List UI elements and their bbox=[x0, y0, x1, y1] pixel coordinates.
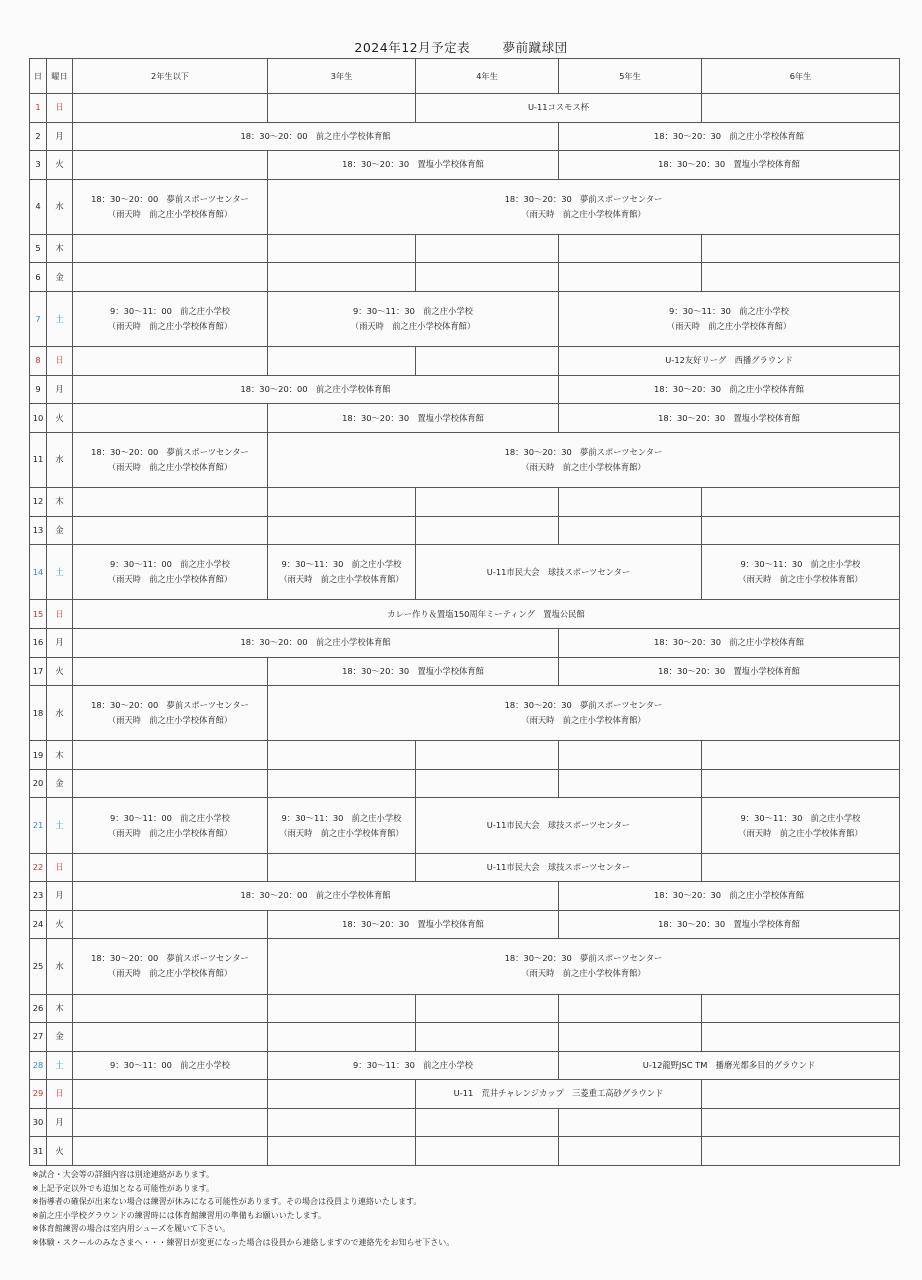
event-cell bbox=[416, 798, 702, 853]
event-cell bbox=[73, 432, 268, 487]
empty-cell bbox=[702, 1080, 900, 1109]
event-cell bbox=[702, 798, 900, 853]
event-cell bbox=[268, 1051, 559, 1080]
weekday-cell: 火 bbox=[47, 1137, 73, 1166]
event-text: U-11 荒井チャレンジカップ 三菱重工高砂グラウンド bbox=[453, 1088, 664, 1099]
empty-cell bbox=[702, 741, 900, 770]
empty-cell bbox=[416, 347, 559, 376]
empty-cell bbox=[702, 853, 900, 882]
event-cell bbox=[268, 798, 416, 853]
empty-cell bbox=[416, 488, 559, 517]
event-cell bbox=[73, 686, 268, 741]
event-cell bbox=[73, 939, 268, 994]
empty-cell bbox=[73, 404, 268, 433]
table-row bbox=[30, 234, 900, 263]
table-row bbox=[30, 600, 900, 629]
table-row bbox=[30, 347, 900, 376]
empty-cell bbox=[73, 347, 268, 376]
empty-cell bbox=[416, 263, 559, 292]
empty-cell bbox=[702, 1137, 900, 1166]
empty-cell bbox=[702, 1023, 900, 1052]
empty-cell bbox=[416, 1108, 559, 1137]
table-row bbox=[30, 798, 900, 853]
event-text: 9：30〜11：00 前之庄小学校 bbox=[110, 559, 230, 570]
table-row bbox=[30, 545, 900, 600]
day-cell: 7 bbox=[30, 291, 47, 346]
empty-cell bbox=[416, 516, 559, 545]
weekday-cell: 土 bbox=[47, 291, 73, 346]
empty-cell bbox=[268, 234, 416, 263]
event-text: 9：30〜11：00 前之庄小学校 bbox=[110, 306, 230, 317]
event-text: 18：30〜20：30 置塩小学校体育館 bbox=[342, 412, 484, 423]
event-cell bbox=[73, 628, 559, 657]
day-cell: 2 bbox=[30, 122, 47, 151]
event-subtext: （雨天時 前之庄小学校体育館） bbox=[666, 321, 792, 332]
event-text: U-12友好リーグ 西播グラウンド bbox=[665, 355, 793, 366]
day-cell: 3 bbox=[30, 151, 47, 180]
event-cell bbox=[268, 404, 559, 433]
empty-cell bbox=[73, 151, 268, 180]
event-cell bbox=[559, 1051, 900, 1080]
empty-cell bbox=[559, 1137, 702, 1166]
event-cell bbox=[559, 628, 900, 657]
event-subtext: （雨天時 前之庄小学校体育館） bbox=[521, 461, 646, 472]
event-text: 18：30〜20：00 前之庄小学校体育館 bbox=[240, 130, 391, 141]
weekday-cell: 水 bbox=[47, 179, 73, 234]
event-text: 18：30〜20：00 前之庄小学校体育館 bbox=[240, 384, 391, 395]
empty-cell bbox=[268, 853, 416, 882]
event-text: 9：30〜11：30 前之庄小学校 bbox=[740, 812, 861, 823]
empty-cell bbox=[73, 741, 268, 770]
event-text: 18：30〜20：30 夢前スポーツセンター bbox=[504, 446, 663, 457]
event-text: 18：30〜20：30 置塩小学校体育館 bbox=[658, 918, 800, 929]
event-cell bbox=[559, 657, 900, 686]
day-cell: 29 bbox=[30, 1080, 47, 1109]
day-cell: 22 bbox=[30, 853, 47, 882]
weekday-cell: 木 bbox=[47, 994, 73, 1023]
event-text: 9：30〜11：30 前之庄小学校 bbox=[669, 306, 789, 317]
notes-section bbox=[32, 1168, 902, 1250]
event-text: 18：30〜20：30 夢前スポーツセンター bbox=[504, 193, 663, 204]
table-row bbox=[30, 882, 900, 911]
weekday-cell: 月 bbox=[47, 122, 73, 151]
event-cell bbox=[559, 122, 900, 151]
empty-cell bbox=[559, 741, 702, 770]
event-text: 18：30〜20：30 前之庄小学校体育館 bbox=[653, 890, 805, 901]
event-cell bbox=[702, 545, 900, 600]
event-text: 18：30〜20：00 夢前スポーツセンター bbox=[91, 700, 249, 711]
event-cell bbox=[73, 798, 268, 853]
event-subtext: （雨天時 前之庄小学校体育館） bbox=[521, 208, 646, 219]
event-cell bbox=[73, 545, 268, 600]
day-cell: 30 bbox=[30, 1108, 47, 1137]
weekday-cell: 月 bbox=[47, 882, 73, 911]
header-grade-2-below: 2年生以下 bbox=[73, 59, 268, 94]
day-cell: 4 bbox=[30, 179, 47, 234]
empty-cell bbox=[268, 1137, 416, 1166]
weekday-cell: 金 bbox=[47, 769, 73, 798]
table-row bbox=[30, 179, 900, 234]
empty-cell bbox=[702, 263, 900, 292]
event-text: 9：30〜11：30 前之庄小学校 bbox=[740, 559, 861, 570]
header-row bbox=[30, 59, 900, 94]
empty-cell bbox=[559, 488, 702, 517]
empty-cell bbox=[73, 263, 268, 292]
event-cell bbox=[559, 291, 900, 346]
day-cell: 19 bbox=[30, 741, 47, 770]
weekday-cell: 日 bbox=[47, 94, 73, 123]
table-row bbox=[30, 657, 900, 686]
note-line: ※指導者の確保が出来ない場合は練習が休みになる可能性があります。その場合は役員より連絡いたします。 bbox=[32, 1197, 422, 1207]
table-row bbox=[30, 686, 900, 741]
table-row bbox=[30, 375, 900, 404]
event-subtext: （雨天時 前之庄小学校体育館） bbox=[107, 321, 233, 332]
event-subtext: （雨天時 前之庄小学校体育館） bbox=[107, 461, 233, 472]
event-cell bbox=[268, 545, 416, 600]
event-cell bbox=[268, 910, 559, 939]
empty-cell bbox=[702, 1108, 900, 1137]
day-cell: 14 bbox=[30, 545, 47, 600]
event-cell bbox=[73, 600, 900, 629]
event-text: 9：30〜11：30 前之庄小学校 bbox=[281, 559, 402, 570]
table-row bbox=[30, 1023, 900, 1052]
empty-cell bbox=[416, 994, 559, 1023]
table-row bbox=[30, 853, 900, 882]
empty-cell bbox=[73, 94, 268, 123]
event-subtext: （雨天時 前之庄小学校体育館） bbox=[279, 827, 404, 838]
event-subtext: （雨天時 前之庄小学校体育館） bbox=[350, 321, 476, 332]
weekday-cell: 火 bbox=[47, 910, 73, 939]
event-subtext: （雨天時 前之庄小学校体育館） bbox=[107, 968, 233, 979]
header-grade-3: 3年生 bbox=[268, 59, 416, 94]
note-line: ※試合・大会等の詳細内容は別途連絡があります。 bbox=[32, 1170, 215, 1179]
weekday-cell: 水 bbox=[47, 686, 73, 741]
event-subtext: （雨天時 前之庄小学校体育館） bbox=[738, 827, 863, 838]
day-cell: 1 bbox=[30, 94, 47, 123]
event-text: U-12龍野JSC TM 播磨光都多目的グラウンド bbox=[642, 1059, 816, 1070]
empty-cell bbox=[416, 1137, 559, 1166]
empty-cell bbox=[416, 1023, 559, 1052]
table-row bbox=[30, 404, 900, 433]
event-text: 18：30〜20：30 置塩小学校体育館 bbox=[658, 412, 800, 423]
event-cell bbox=[73, 882, 559, 911]
day-cell: 27 bbox=[30, 1023, 47, 1052]
empty-cell bbox=[702, 94, 900, 123]
weekday-cell: 木 bbox=[47, 488, 73, 517]
event-cell bbox=[416, 94, 702, 123]
event-cell bbox=[73, 375, 559, 404]
event-text: 18：30〜20：00 夢前スポーツセンター bbox=[91, 953, 249, 964]
empty-cell bbox=[73, 1108, 268, 1137]
event-cell bbox=[73, 122, 559, 151]
weekday-cell: 水 bbox=[47, 939, 73, 994]
empty-cell bbox=[268, 1023, 416, 1052]
day-cell: 8 bbox=[30, 347, 47, 376]
event-text: 18：30〜20：00 前之庄小学校体育館 bbox=[240, 890, 391, 901]
schedule-table bbox=[29, 58, 900, 1166]
event-text: 18：30〜20：30 前之庄小学校体育館 bbox=[653, 384, 805, 395]
day-cell: 16 bbox=[30, 628, 47, 657]
empty-cell bbox=[559, 234, 702, 263]
weekday-cell: 土 bbox=[47, 798, 73, 853]
event-cell bbox=[268, 657, 559, 686]
empty-cell bbox=[268, 94, 416, 123]
day-cell: 18 bbox=[30, 686, 47, 741]
event-subtext: （雨天時 前之庄小学校体育館） bbox=[279, 574, 404, 585]
weekday-cell: 日 bbox=[47, 853, 73, 882]
empty-cell bbox=[559, 1108, 702, 1137]
note-line: ※体験・スクールのみなさまへ・・・練習日が変更になった場合は役員から連絡しますので連絡先をお知らせ下さい。 bbox=[32, 1237, 455, 1247]
weekday-cell: 木 bbox=[47, 234, 73, 263]
event-cell bbox=[268, 151, 559, 180]
event-cell bbox=[559, 151, 900, 180]
event-text: U-11市民大会 球技スポーツセンター bbox=[486, 566, 631, 577]
empty-cell bbox=[702, 769, 900, 798]
day-cell: 6 bbox=[30, 263, 47, 292]
header-weekday: 曜日 bbox=[47, 59, 73, 94]
event-cell bbox=[268, 291, 559, 346]
empty-cell bbox=[559, 994, 702, 1023]
empty-cell bbox=[73, 853, 268, 882]
event-text: 18：30〜20：30 置塩小学校体育館 bbox=[658, 159, 800, 170]
table-row bbox=[30, 628, 900, 657]
day-cell: 21 bbox=[30, 798, 47, 853]
event-text: 9：30〜11：00 前之庄小学校 bbox=[110, 812, 230, 823]
empty-cell bbox=[416, 769, 559, 798]
empty-cell bbox=[416, 234, 559, 263]
event-text: U-11市民大会 球技スポーツセンター bbox=[486, 820, 631, 831]
event-subtext: （雨天時 前之庄小学校体育館） bbox=[107, 574, 233, 585]
note-line: ※前之庄小学校グラウンドの練習時には体育館練習用の準備もお願いいたします。 bbox=[32, 1210, 327, 1220]
empty-cell bbox=[73, 516, 268, 545]
event-text: 18：30〜20：30 前之庄小学校体育館 bbox=[653, 130, 805, 141]
table-row bbox=[30, 94, 900, 123]
empty-cell bbox=[559, 1023, 702, 1052]
table-row bbox=[30, 1080, 900, 1109]
event-cell bbox=[559, 910, 900, 939]
event-cell bbox=[559, 347, 900, 376]
weekday-cell: 月 bbox=[47, 375, 73, 404]
empty-cell bbox=[268, 994, 416, 1023]
weekday-cell: 日 bbox=[47, 347, 73, 376]
event-text: 18：30〜20：30 前之庄小学校体育館 bbox=[653, 637, 805, 648]
event-cell bbox=[416, 545, 702, 600]
day-cell: 24 bbox=[30, 910, 47, 939]
weekday-cell: 火 bbox=[47, 657, 73, 686]
event-cell bbox=[268, 939, 900, 994]
weekday-cell: 日 bbox=[47, 600, 73, 629]
event-text: 9：30〜11：30 前之庄小学校 bbox=[353, 1059, 473, 1070]
event-cell bbox=[416, 853, 702, 882]
event-text: U-11市民大会 球技スポーツセンター bbox=[486, 861, 631, 872]
table-row bbox=[30, 1108, 900, 1137]
table-row bbox=[30, 1137, 900, 1166]
event-text: カレー作り＆置塩150周年ミーティング 置塩公民館 bbox=[387, 608, 585, 619]
header-grade-4: 4年生 bbox=[416, 59, 559, 94]
weekday-cell: 水 bbox=[47, 432, 73, 487]
weekday-cell: 金 bbox=[47, 263, 73, 292]
event-text: 9：30〜11：00 前之庄小学校 bbox=[110, 1059, 230, 1070]
event-text: 18：30〜20：00 夢前スポーツセンター bbox=[91, 446, 249, 457]
table-row bbox=[30, 939, 900, 994]
weekday-cell: 火 bbox=[47, 404, 73, 433]
empty-cell bbox=[559, 769, 702, 798]
weekday-cell: 月 bbox=[47, 1108, 73, 1137]
event-cell bbox=[559, 404, 900, 433]
empty-cell bbox=[268, 741, 416, 770]
header-grade-5: 5年生 bbox=[559, 59, 702, 94]
event-subtext: （雨天時 前之庄小学校体育館） bbox=[521, 715, 646, 726]
empty-cell bbox=[268, 347, 416, 376]
empty-cell bbox=[73, 1137, 268, 1166]
event-text: 9：30〜11：30 前之庄小学校 bbox=[353, 306, 473, 317]
empty-cell bbox=[702, 488, 900, 517]
event-text: U-11コスモス杯 bbox=[527, 102, 590, 113]
table-row bbox=[30, 263, 900, 292]
empty-cell bbox=[73, 234, 268, 263]
table-row bbox=[30, 291, 900, 346]
empty-cell bbox=[73, 1080, 268, 1109]
day-cell: 20 bbox=[30, 769, 47, 798]
empty-cell bbox=[559, 516, 702, 545]
day-cell: 31 bbox=[30, 1137, 47, 1166]
table-row bbox=[30, 151, 900, 180]
event-cell bbox=[268, 432, 900, 487]
schedule-body bbox=[30, 94, 900, 1166]
event-cell bbox=[268, 179, 900, 234]
weekday-cell: 土 bbox=[47, 545, 73, 600]
event-subtext: （雨天時 前之庄小学校体育館） bbox=[521, 968, 646, 979]
day-cell: 13 bbox=[30, 516, 47, 545]
day-cell: 11 bbox=[30, 432, 47, 487]
empty-cell bbox=[73, 994, 268, 1023]
day-cell: 5 bbox=[30, 234, 47, 263]
event-cell bbox=[559, 882, 900, 911]
empty-cell bbox=[73, 488, 268, 517]
table-row bbox=[30, 994, 900, 1023]
empty-cell bbox=[268, 516, 416, 545]
title-main: 2024年12月予定表 bbox=[354, 40, 471, 55]
table-row bbox=[30, 910, 900, 939]
empty-cell bbox=[559, 263, 702, 292]
weekday-cell: 土 bbox=[47, 1051, 73, 1080]
note-line: ※体育館練習の場合は室内用シューズを履いて下さい。 bbox=[32, 1224, 231, 1234]
event-cell bbox=[73, 291, 268, 346]
day-cell: 17 bbox=[30, 657, 47, 686]
event-text: 18：30〜20：30 夢前スポーツセンター bbox=[504, 953, 663, 964]
table-row bbox=[30, 1051, 900, 1080]
event-text: 18：30〜20：30 置塩小学校体育館 bbox=[342, 159, 484, 170]
note-line: ※上記予定以外でも追加となる可能性があります。 bbox=[32, 1183, 215, 1193]
empty-cell bbox=[416, 741, 559, 770]
event-cell bbox=[559, 375, 900, 404]
event-subtext: （雨天時 前之庄小学校体育館） bbox=[738, 574, 863, 585]
empty-cell bbox=[268, 263, 416, 292]
event-text: 18：30〜20：00 前之庄小学校体育館 bbox=[240, 637, 391, 648]
weekday-cell: 金 bbox=[47, 516, 73, 545]
header-day: 日 bbox=[30, 59, 47, 94]
weekday-cell: 火 bbox=[47, 151, 73, 180]
table-row bbox=[30, 769, 900, 798]
table-row bbox=[30, 516, 900, 545]
event-text: 18：30〜20：30 夢前スポーツセンター bbox=[504, 700, 663, 711]
event-text: 18：30〜20：00 夢前スポーツセンター bbox=[91, 193, 249, 204]
header-grade-6: 6年生 bbox=[702, 59, 900, 94]
table-row bbox=[30, 122, 900, 151]
event-cell bbox=[73, 179, 268, 234]
empty-cell bbox=[268, 488, 416, 517]
day-cell: 9 bbox=[30, 375, 47, 404]
day-cell: 15 bbox=[30, 600, 47, 629]
event-subtext: （雨天時 前之庄小学校体育館） bbox=[107, 827, 233, 838]
page-title bbox=[0, 38, 922, 56]
empty-cell bbox=[702, 994, 900, 1023]
table-row bbox=[30, 432, 900, 487]
event-text: 18：30〜20：30 置塩小学校体育館 bbox=[658, 665, 800, 676]
empty-cell bbox=[73, 1023, 268, 1052]
empty-cell bbox=[268, 1080, 416, 1109]
empty-cell bbox=[268, 769, 416, 798]
event-text: 9：30〜11：30 前之庄小学校 bbox=[281, 812, 402, 823]
weekday-cell: 月 bbox=[47, 628, 73, 657]
title-team: 夢前蹴球団 bbox=[502, 40, 568, 55]
event-cell bbox=[416, 1080, 702, 1109]
empty-cell bbox=[702, 516, 900, 545]
weekday-cell: 木 bbox=[47, 741, 73, 770]
day-cell: 25 bbox=[30, 939, 47, 994]
empty-cell bbox=[268, 1108, 416, 1137]
table-row bbox=[30, 488, 900, 517]
day-cell: 23 bbox=[30, 882, 47, 911]
day-cell: 28 bbox=[30, 1051, 47, 1080]
day-cell: 10 bbox=[30, 404, 47, 433]
empty-cell bbox=[73, 657, 268, 686]
weekday-cell: 日 bbox=[47, 1080, 73, 1109]
empty-cell bbox=[73, 910, 268, 939]
weekday-cell: 金 bbox=[47, 1023, 73, 1052]
day-cell: 12 bbox=[30, 488, 47, 517]
event-subtext: （雨天時 前之庄小学校体育館） bbox=[107, 208, 233, 219]
empty-cell bbox=[702, 234, 900, 263]
event-cell bbox=[268, 686, 900, 741]
empty-cell bbox=[73, 769, 268, 798]
table-row bbox=[30, 741, 900, 770]
event-text: 18：30〜20：30 置塩小学校体育館 bbox=[342, 918, 484, 929]
event-text: 18：30〜20：30 置塩小学校体育館 bbox=[342, 665, 484, 676]
event-cell bbox=[73, 1051, 268, 1080]
event-subtext: （雨天時 前之庄小学校体育館） bbox=[107, 715, 233, 726]
day-cell: 26 bbox=[30, 994, 47, 1023]
